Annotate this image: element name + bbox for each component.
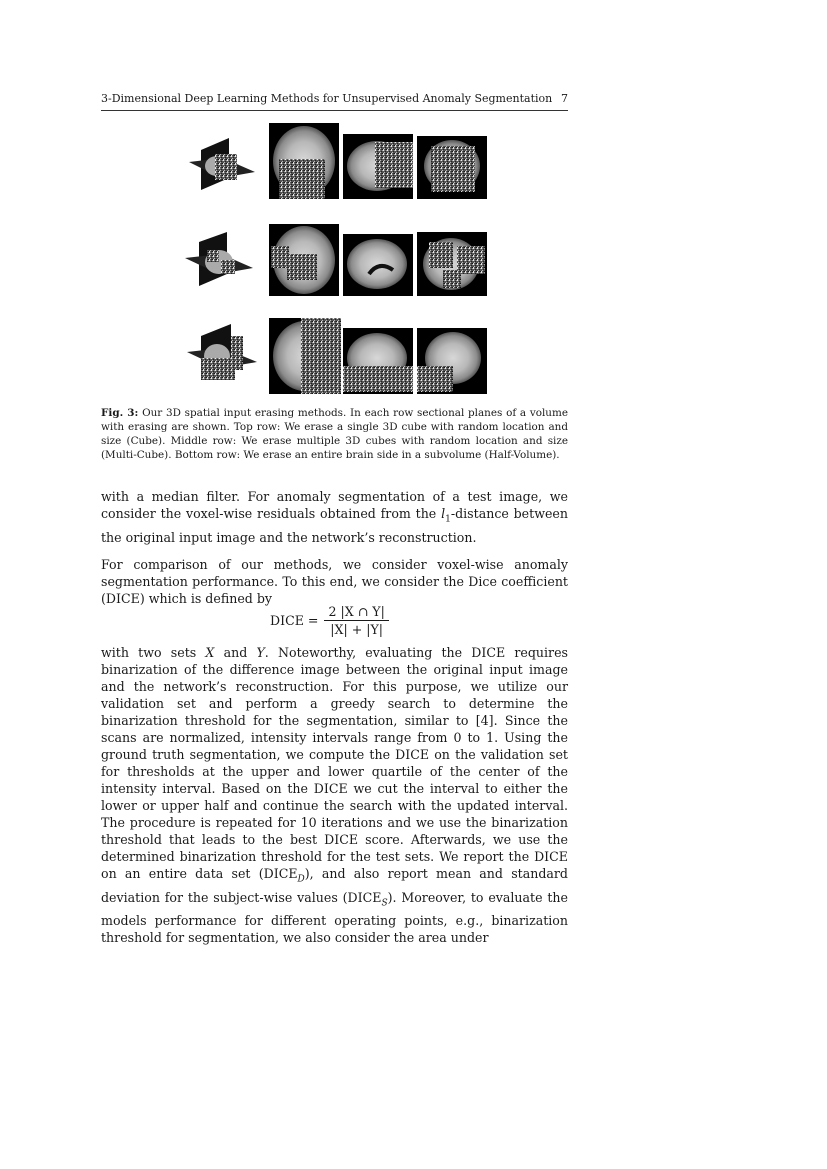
axial-slice — [269, 318, 341, 394]
math-subscript: 1 — [445, 514, 451, 525]
caption-text: Our 3D spatial input erasing methods. In each row sectional planes of a volume with erasing are shown. Top row: We erase a single 3D cube with random location and size (Cube). Middle row: We erase multiple 3D cubes with random location and size (Multi-Cube). Bottom row: We erase an entire brain side in a subvolume (Half-Volume). — [101, 407, 568, 461]
text-run: and — [214, 645, 257, 660]
sagittal-slice — [343, 134, 413, 199]
figure-caption — [101, 406, 568, 462]
coronal-slice — [417, 328, 487, 394]
equation-denominator: |X| + |Y| — [330, 622, 384, 637]
text-run: -distance between the original input image and the network’s reconstruction. — [101, 506, 568, 545]
volume-planes-thumbnail — [187, 322, 259, 388]
page-number: 7 — [561, 92, 568, 105]
equation-numerator: 2 |X ∩ Y| — [324, 604, 388, 621]
coronal-slice — [417, 232, 487, 296]
coronal-slice — [417, 136, 487, 199]
header-rule — [101, 110, 568, 111]
text-run: . Noteworthy, evaluating the DICE requires binarization of the difference image between the original input image and the network’s reconstruction. For this purpose, we utilize our validation set and perform a greedy search to determine the binarization threshold for the segmentation, similar to [4]. Since the scans are normalized, intensity intervals range from 0 to 1. Using the ground truth segmentation, we compute the DICE on the validation set for thresholds at the upper and lower quartile of the center of the intensity interval. Based on the DICE we cut the interval to either the lower or upper half and continue the search with the updated interval. The procedure is repeated for 10 iterations and we use the binarization threshold that leads to the best DICE score. Afterwards, we use the determined binarization threshold for the test sets. We report the DICE on an entire data set (DICE — [101, 645, 568, 881]
math-subscript: S — [381, 898, 388, 909]
text-run: with two sets — [101, 645, 206, 660]
dice-equation — [270, 604, 389, 637]
running-title: 3-Dimensional Deep Learning Methods for Unsupervised Anomaly Segmentation — [101, 92, 553, 105]
equation-lhs: DICE = — [270, 613, 319, 628]
caption-label: Fig. 3: — [101, 407, 139, 419]
figure-row-half-volume — [101, 318, 568, 396]
sagittal-slice — [343, 328, 413, 394]
sagittal-slice — [343, 234, 413, 296]
text-run: ), and also report mean and standard deviation for the subject-wise values (DICE — [101, 866, 568, 905]
math-var: Y — [256, 645, 265, 660]
text-run: ). Moreover, to evaluate the models performance for different operating points, e.g., binarization threshold for segmentation, we also consider the area under — [101, 889, 568, 946]
equation-fraction — [324, 604, 388, 637]
axial-slice — [269, 224, 339, 296]
figure-3 — [101, 118, 568, 402]
paragraph-binarization — [101, 644, 568, 946]
math-var: X — [205, 645, 215, 660]
volume-planes-thumbnail — [187, 132, 257, 198]
math-var: l — [441, 506, 446, 521]
paragraph-dice-intro: For comparison of our methods, we consider voxel-wise anomaly segmentation performance. To this end, we consider the Dice coefficient (DICE) which is defined by — [101, 557, 568, 606]
paragraph-median-filter — [101, 488, 568, 546]
math-subscript: D — [297, 874, 305, 885]
axial-slice — [269, 123, 339, 199]
figure-row-cube — [101, 122, 568, 200]
volume-planes-thumbnail — [185, 228, 255, 294]
figure-row-multi-cube — [101, 224, 568, 302]
text-run: with a median filter. For anomaly segmentation of a test image, we consider the voxel-wise residuals obtained from the — [101, 489, 568, 521]
